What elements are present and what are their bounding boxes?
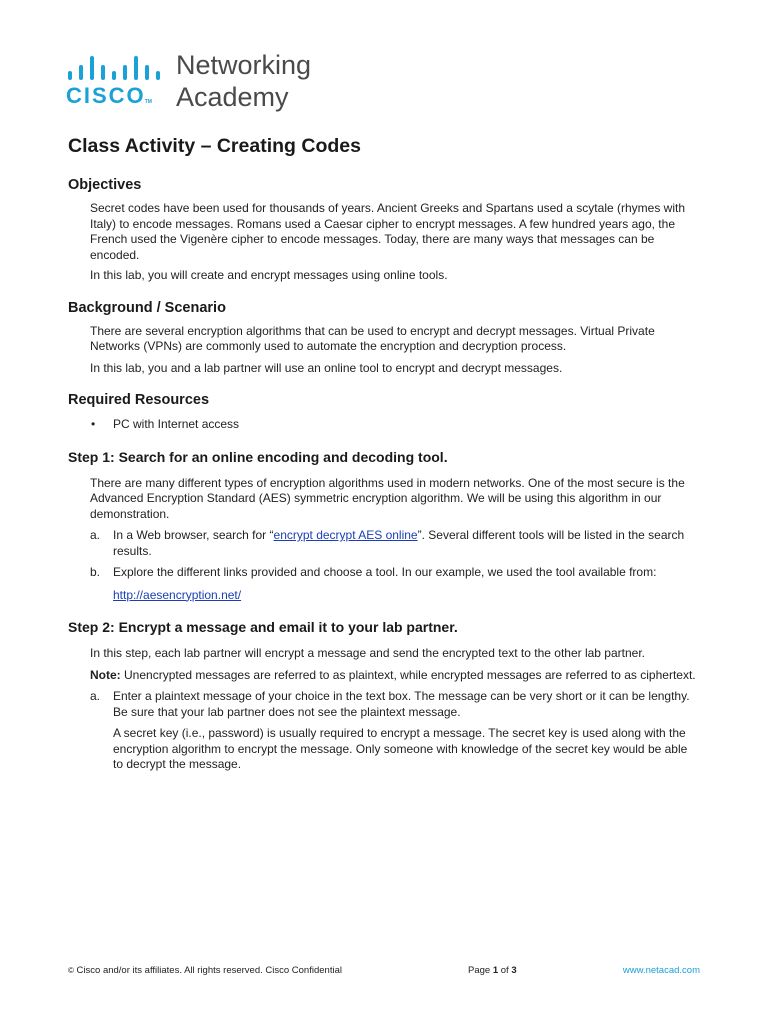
step-1-intro: There are many different types of encryption algorithms used in modern networks. One of the most secure is the Advanced Encryption Standard (AES) symmetric encryption algorithm. We will be using this algorithm in our demonstration. [90, 475, 685, 521]
background-paragraph-1: There are several encryption algorithms that can be used to encrypt and decrypt messages. Virtual Private Networks (VPNs) are commonly used to automate the encryption and decryption process. [90, 323, 655, 353]
objectives-heading: Objectives [68, 177, 142, 193]
step-1-heading: Step 1: Search for an online encoding and decoding tool. [68, 448, 448, 465]
step-2-item-a-text: Enter a plaintext message of your choice in the text box. The message can be very short or it can be lengthy. Be sure that your lab partner does not see the plaintext message. [113, 689, 690, 719]
trademark-sign: TM [144, 99, 152, 105]
step-2-item-a-paragraph-2: A secret key (i.e., password) is usually required to encrypt a message. The secret key is used along with the encryption algorithm to encrypt the message. Only someone with knowledge of the secret key would be able to decrypt the message. [113, 726, 688, 771]
background-paragraph-2: In this lab, you and a lab partner will use an online tool to encrypt and decrypt messages. [90, 360, 563, 375]
copyright-icon: © [68, 966, 74, 975]
product-name [176, 49, 311, 113]
item-marker: a. [90, 528, 101, 542]
bullet-marker: • [91, 417, 96, 431]
page-footer [68, 964, 700, 978]
resource-item-text: PC with Internet access [113, 417, 240, 431]
step-2-intro: In this step, each lab partner will encrypt a message and send the encrypted text to the other lab partner. [90, 646, 645, 660]
document-body [68, 132, 700, 773]
step-1-item-a-text: In a Web browser, search for “encrypt decrypt AES online”. Several different tools will be listed in the search results. [113, 528, 685, 558]
footer-copyright: © Cisco and/or its affiliates. All rights reserved. Cisco Confidential [68, 965, 342, 976]
item-marker: b. [90, 565, 101, 579]
item-marker: a. [90, 689, 101, 703]
step-1-item-b-text: Explore the different links provided and choose a tool. In our example, we used the tool available from: [113, 565, 657, 579]
step-1-item-b [90, 565, 700, 603]
note-label: Note: [90, 667, 121, 682]
resource-item [90, 417, 700, 433]
cisco-bridge-bars-icon [68, 56, 164, 80]
aesencryption-link[interactable]: http://aesencryption.net/ [113, 587, 242, 602]
cisco-wordmark: CISCOTM [66, 83, 152, 108]
step-2-note: Note: Unencrypted messages are referred to as plaintext, while encrypted messages are referred to as ciphertext. [90, 667, 696, 682]
step-1-item-a [90, 528, 700, 559]
product-line-academy: Academy [176, 82, 289, 112]
step-2-heading: Step 2: Encrypt a message and email it to your lab partner. [68, 619, 458, 635]
product-line-networking: Networking [176, 50, 312, 80]
objectives-paragraph-1: Secret codes have been used for thousands of years. Ancient Greeks and Spartans used a scytale (rhymes with Italy) to encode messages. Romans used a Caesar cipher to encrypt messages. A few hundred years ago, the French used the Vigenère cipher to encode messages. Today, there are many ways that messages can be encoded. [90, 201, 685, 262]
step-2-item-a [90, 689, 700, 773]
background-heading: Background / Scenario [68, 299, 226, 316]
objectives-paragraph-2: In this lab, you will create and encrypt messages using online tools. [90, 268, 448, 282]
footer-page-number: Page 1 of 3 [468, 965, 517, 976]
footer-website-link[interactable]: www.netacad.com [622, 965, 700, 976]
search-terms-link[interactable]: encrypt decrypt AES online [273, 528, 418, 542]
tool-url-line [113, 588, 700, 604]
cisco-networking-academy-logo [66, 50, 336, 112]
page-title: Class Activity – Creating Codes [68, 135, 361, 157]
resources-heading: Required Resources [68, 392, 210, 408]
